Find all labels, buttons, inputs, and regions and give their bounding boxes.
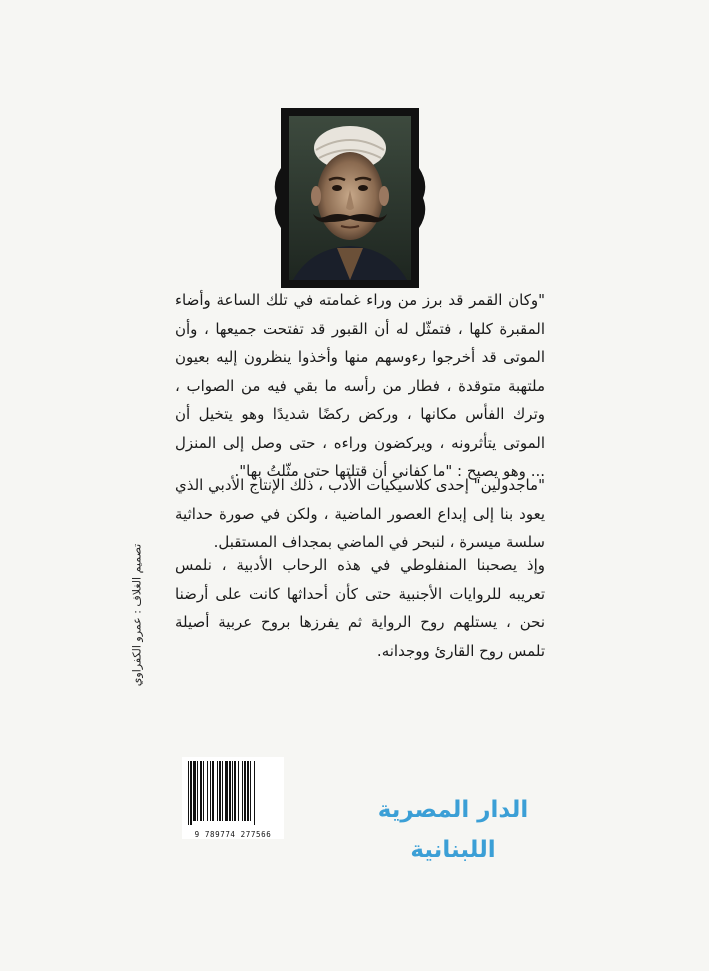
author-text: وإذ يصحبنا المنفلوطي في هذه الرحاب الأدبية ، نلمس تعريبه للروايات الأجنبية حتى كأن أحداثها كانت على أرضنا نحن ، يستلهم روح الرواية ثم يفرزها بروح عربية أصيلة تلمس روح القارئ ووجدانه.: [175, 556, 545, 660]
excerpt-paragraph: [175, 286, 545, 486]
excerpt-text: "وكان القمر قد برز من وراء غمامته في تلك الساعة وأضاء المقبرة كلها ، فتمثّل له أن القبور قد تفتحت جميعها ، وأن الموتى قد أخرجوا رءوسهم منها وأخذوا ينظرون إليه بعيون ملتهبة متوقدة ، فطار من رأسه ما بقي فيه من الصواب ، وترك الفأس مكانها ، وركض ركضًا شديدًا وهو يتخيل أن الموتى يتأثرونه ، ويركضون وراءه ، حتى وصل إلى المنزل ... وهو يصيح : "ما كفاني أن قتلتها حتى مثّلتُ بها".: [175, 291, 545, 480]
author-portrait: [271, 108, 429, 288]
barcode-number: 9 789774 277566: [194, 830, 272, 839]
author-paragraph: [175, 551, 545, 665]
cover-design-credit-text: تصميم الغلاف : عمرو الكفراوي: [130, 543, 144, 687]
isbn-barcode: [182, 757, 284, 839]
cover-design-credit: [127, 515, 147, 715]
publisher-logo: الدار المصرية اللبنانية: [377, 797, 529, 863]
description-text: "ماجدولين" إحدى كلاسيكيات الأدب ، ذلك الإنتاج الأدبي الذي يعود بنا إلى إبداع العصور الماضية ، ولكن في صورة حداثية سلسة ميسرة ، لنبحر في الماضي بمجداف المستقبل.: [175, 476, 545, 551]
description-paragraph: [175, 471, 545, 557]
barcode-bars: [182, 757, 284, 829]
